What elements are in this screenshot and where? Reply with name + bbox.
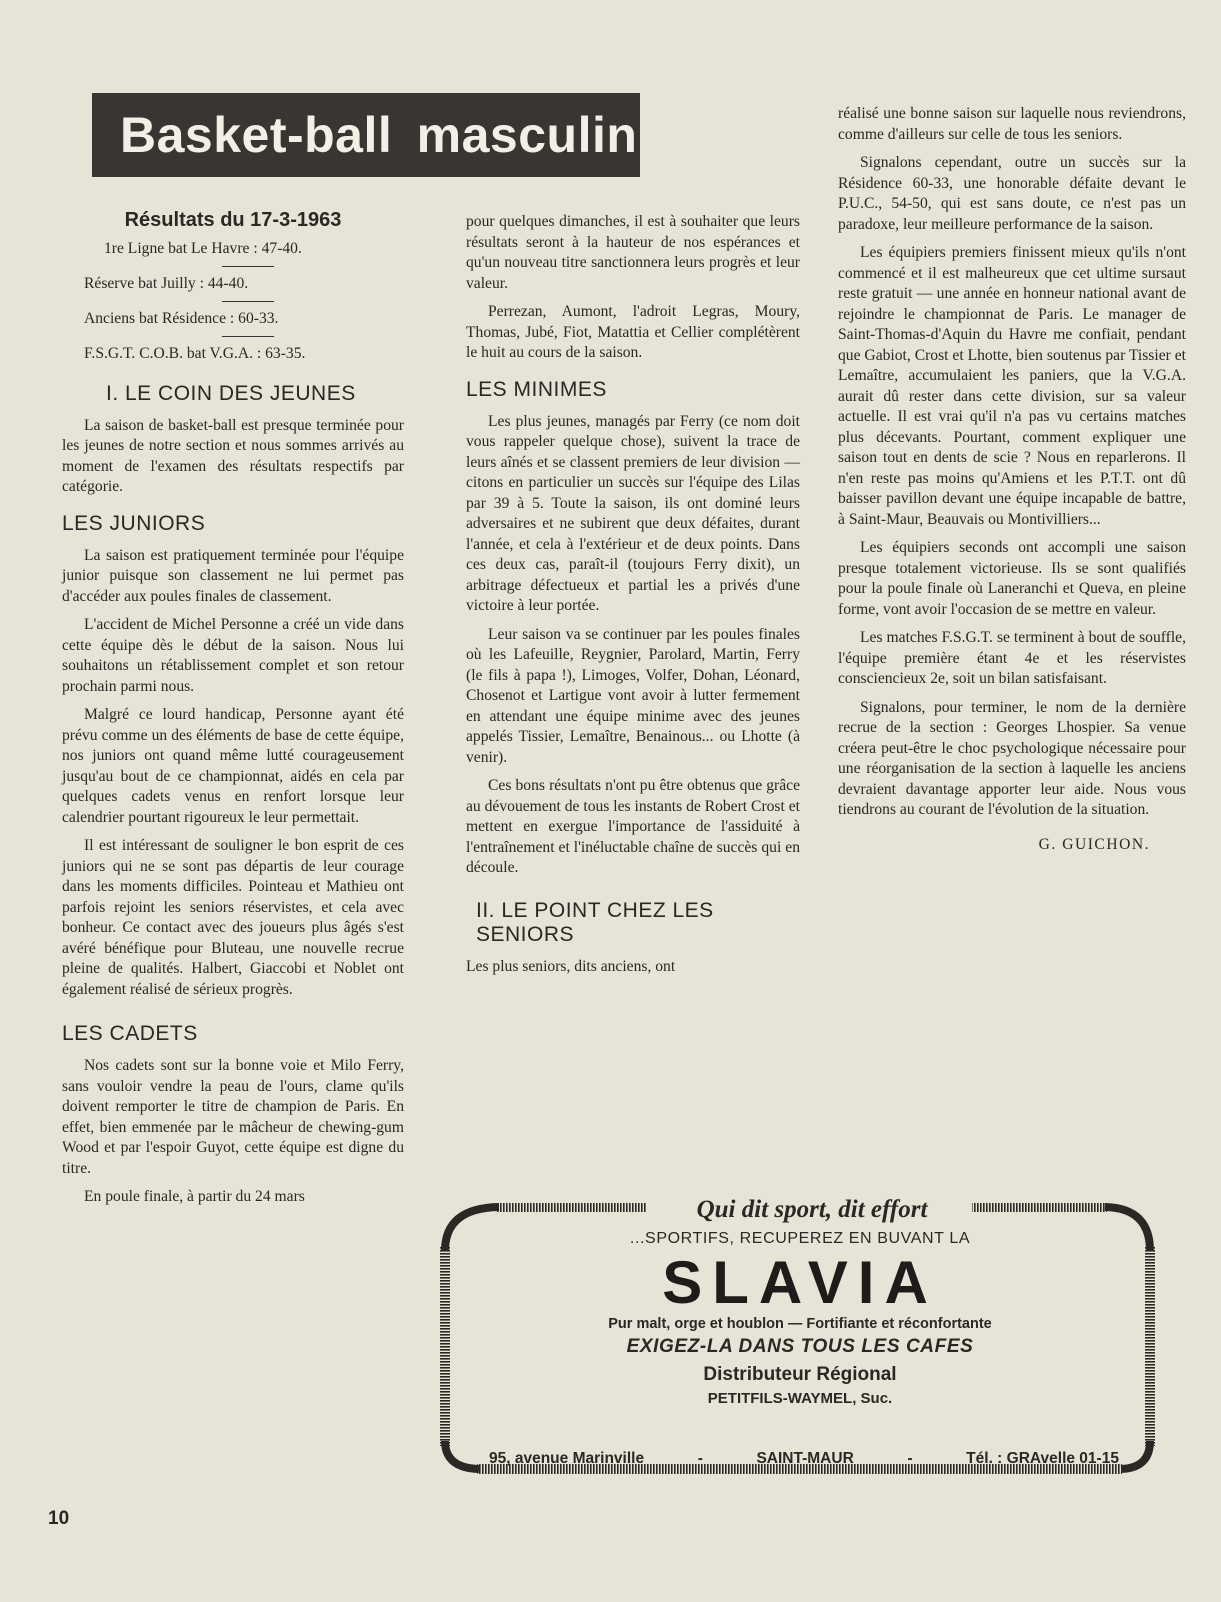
section-heading-jeunes: I. LE COIN DES JEUNES [106,381,356,405]
page-title: Basket-ball masculin [92,93,640,177]
paragraph: Malgré ce lourd handicap, Personne ayant été prévu comme un des éléments de base de cette équipe, nos juniors ont quand même lutté courageusement jusqu'au bout de ce championnat, aidés en cela par quelques cadets venus en renfort lorsque leur calendrier pourtant rigoureux le leur permettait. [62,706,404,826]
paragraph: Les équipiers seconds ont accompli une saison presque totalement victorieuse. Ils se sont qualifiés pour la poule finale où Laneranchi et Queva, en pleine forme, vont avoir l'occasion de se mettre en valeur. [838,539,1186,618]
ad-distributor-name: PETITFILS-WAYMEL, Suc. [707,1390,893,1407]
paragraph: Il est intéressant de souligner le bon esprit de ces juniors qui ne se sont pas départis de leur courage dans les moments difficiles. Pointeau et Mathieu ont parfois rejoint les seniors réservistes, et cela avec bonheur. Ce contact avec des joueurs plus âgés s'est avéré bénéfique pour Bluteau, une nouvelle recrue pleine de qualités. Halbert, Giaccobi et Noblet ont également réalisé de sérieux progrès. [62,837,404,998]
paragraph: Nos cadets sont sur la bonne voie et Milo Ferry, sans vouloir vendre la peau de l'ours, clame qu'ils doivent remporter le titre de champion de Paris. En effet, bien emmenée par le mâcheur de chewing-gum Wood et par l'espoir Guyot, cette équipe est digne du titre. [62,1057,404,1177]
section-heading-juniors: LES JUNIORS [62,511,206,535]
paragraph: La saison est pratiquement terminée pour l'équipe junior puisque son classement ne lui permet pas d'accéder aux poules finales de classement. [62,546,404,605]
paragraph: Les plus jeunes, managés par Ferry (ce nom doit vous rappeler quelque chose), suivent la trace de leurs aînés et se classent premiers de leur division — citons en particulier un succès sur l'équipe des Lilas par 39 à 5. Toute la saison, ils ont dominé leurs adversaires et ne subirent que deux défaites, durant l'année, et cela à l'extérieur et de deux points. Dans ces deux cas, paraît-il (toujours Ferry dixit), un arbitrage défectueux et partial les a privés d'une victoire à leur portée. [466,412,800,614]
paragraph: Signalons, pour terminer, le nom de la dernière recrue de la section : Georges Lhospier. Sa venue créera peut-être le choc psychologique nécessaire pour une réorganisation de la section à laquelle les anciens devraient davantage apporter leur aide. Nous vous tiendrons au courant de l'évolution de la situation. [838,698,1186,818]
divider [222,266,274,267]
page-number: 10 [48,1508,70,1529]
paragraph: Ces bons résultats n'ont pu être obtenus que grâce au dévouement de tous les instants de Robert Crost et mettent en exergue l'importance de l'assiduité à l'entraînement et l'inéluctable chaîne de succès qui en découle. [466,777,800,876]
ad-city: SAINT-MAUR [756,1450,854,1467]
paragraph: La saison de basket-ball est presque terminée pour les jeunes de notre section et nous sommes arrivés au moment de l'examen des résultats respectifs par catégorie. [62,416,404,495]
section-heading-minimes: LES MINIMES [466,377,607,401]
paragraph: Les plus seniors, dits anciens, ont [466,957,676,975]
result-line: Anciens bat Résidence : 60-33. [84,309,279,327]
ad-slogan: Qui dit sport, dit effort [652,1196,972,1224]
result-line: Réserve bat Juilly : 44-40. [84,274,249,292]
paragraph: Les équipiers premiers finissent mieux qu'ils n'ont commencé et il est malheureux que cet ultime sursaut reste gratuit — une année en honneur national avant de rejoindre le championnat de Paris. Le manager de Saint-Thomas-d'Aquin du Havre me confiait, pendant que Gabiot, Crost et Lhotte, bien soutenus par Tissier et Lemaître, accumulaient les paniers, que la V.G.A. aurait dû rester dans cette division, sur sa valeur actuelle. Il est vrai qu'il n'a pas vu certains matches plus décevants. Pourtant, comment expliquer une saison tout en dents de scie ? Nous en reparlerons. Il n'en reste pas moins qu'Amiens et les P.T.T. ont dû baisser pavillon devant une équipe incapable de battre, à Saint-Maur, Beauvais ou Montivilliers... [838,244,1186,528]
paragraph: pour quelques dimanches, il est à souhaiter que leurs résultats seront à la hauteur de nos espérances et qu'un nouveau titre sanctionnera leurs progrès et leur valeur. [466,213,800,292]
ad-address: 95, avenue Marinville [489,1450,645,1467]
paragraph: Signalons cependant, outre un succès sur la Résidence 60-33, une honorable défaite devant le P.U.C., 54-50, qui est sans doute, ce n'est pas un paradoxe, leur meilleure performance de la saison. [838,154,1186,233]
ad-separator: - [697,1450,703,1467]
ad-separator: - [907,1450,913,1467]
result-line: F.S.G.T. C.O.B. bat V.G.A. : 63-35. [84,344,306,362]
result-line: 1re Ligne bat Le Havre : 47-40. [104,239,302,257]
divider [222,301,274,302]
ad-subline: ...SPORTIFS, RECUPEREZ EN BUVANT LA [629,1230,971,1247]
paragraph: Leur saison va se continuer par les poules finales où les Lafeuille, Reygnier, Parolard, Martin, Ferry (le fils à papa !), Limoges, Volfer, Dohan, Léonard, Chosenot et Lartigue vont avoir à lutter fermement en attendant une équipe minime avec des jeunes appelés Tissier, Lemaître, Benainous... ou Lhotte (à venir). [466,625,800,766]
column-3 [838,104,1186,855]
ad-brand-name: SLAVIA [662,1249,938,1316]
author-signature: G. GUICHON. [1038,835,1150,853]
results-heading: Résultats du 17-3-1963 [124,209,342,231]
paragraph: réalisé une bonne saison sur laquelle nous reviendrons, comme d'ailleurs sur celle de tous les seniors. [838,105,1186,143]
paragraph: En poule finale, à partir du 24 mars [84,1188,305,1205]
divider [222,336,274,337]
paragraph: Les matches F.S.G.T. se terminent à bout de souffle, l'équipe première étant 4e et les réservistes consciencieux 2e, soit un bilan satisfaisant. [838,629,1186,687]
ad-distributor-label: Distributeur Régional [703,1364,897,1385]
ad-phone: Tél. : GRAvelle 01-15 [966,1450,1119,1467]
ad-call-to-action: EXIGEZ-LA DANS TOUS LES CAFES [626,1336,974,1357]
section-heading-cadets: LES CADETS [62,1022,198,1045]
column-1 [62,210,404,1216]
paragraph: Perrezan, Aumont, l'adroit Legras, Moury, Thomas, Jubé, Fiot, Matattia et Cellier complétèrent le huit au cours de la saison. [466,303,800,361]
section-heading-seniors: II. LE POINT CHEZ LES SENIORS [476,898,714,946]
slavia-advertisement [437,1196,1163,1484]
paragraph: L'accident de Michel Personne a créé un vide dans cette équipe dès le début de la saison. Nous lui souhaitons un rétablissement complet et son retour prochain parmi nous. [62,616,404,695]
column-2 [466,212,800,985]
ad-tagline: Pur malt, orge et houblon — Fortifiante et réconfortante [608,1316,992,1332]
ad-contact-row [489,1450,1119,1468]
